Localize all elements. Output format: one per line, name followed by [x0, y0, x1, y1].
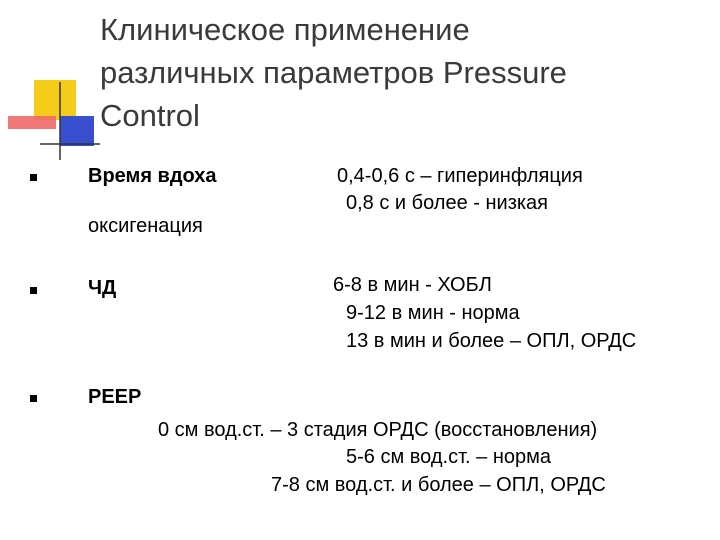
item-value: 0,8 с и более - низкая	[346, 192, 549, 214]
item-value: 13 в мин и более – ОПЛ, ОРДС	[346, 330, 637, 352]
logo-blue-square	[60, 116, 94, 146]
logo-red-bar	[8, 116, 56, 129]
title-line: различных параметров Pressure	[100, 55, 567, 90]
item-sublabel: оксигенация	[88, 215, 203, 237]
item-value: 5-6 см вод.ст. – норма	[346, 446, 551, 468]
item-value: 0 см вод.ст. – 3 стадия ОРДС (восстановления)	[158, 419, 598, 441]
bullet-square	[30, 174, 37, 181]
decorative-logo-graphic	[0, 0, 110, 170]
item-value: 6-8 в мин - ХОБЛ	[333, 274, 492, 296]
item-label: Время вдоха	[88, 165, 217, 187]
item-label: PEEP	[88, 386, 142, 408]
item-value: 7-8 см вод.ст. и более – ОПЛ, ОРДС	[271, 474, 606, 496]
title-line: Клиническое применение	[100, 12, 470, 47]
bullet-square	[30, 287, 37, 294]
bullet-square	[30, 395, 37, 402]
item-value: 9-12 в мин - норма	[346, 302, 520, 324]
slide-title	[100, 8, 700, 137]
title-line: Control	[100, 98, 200, 133]
item-label: ЧД	[88, 277, 117, 299]
logo-yellow-square	[34, 80, 76, 120]
item-value: 0,4-0,6 с – гиперинфляция	[337, 165, 583, 187]
